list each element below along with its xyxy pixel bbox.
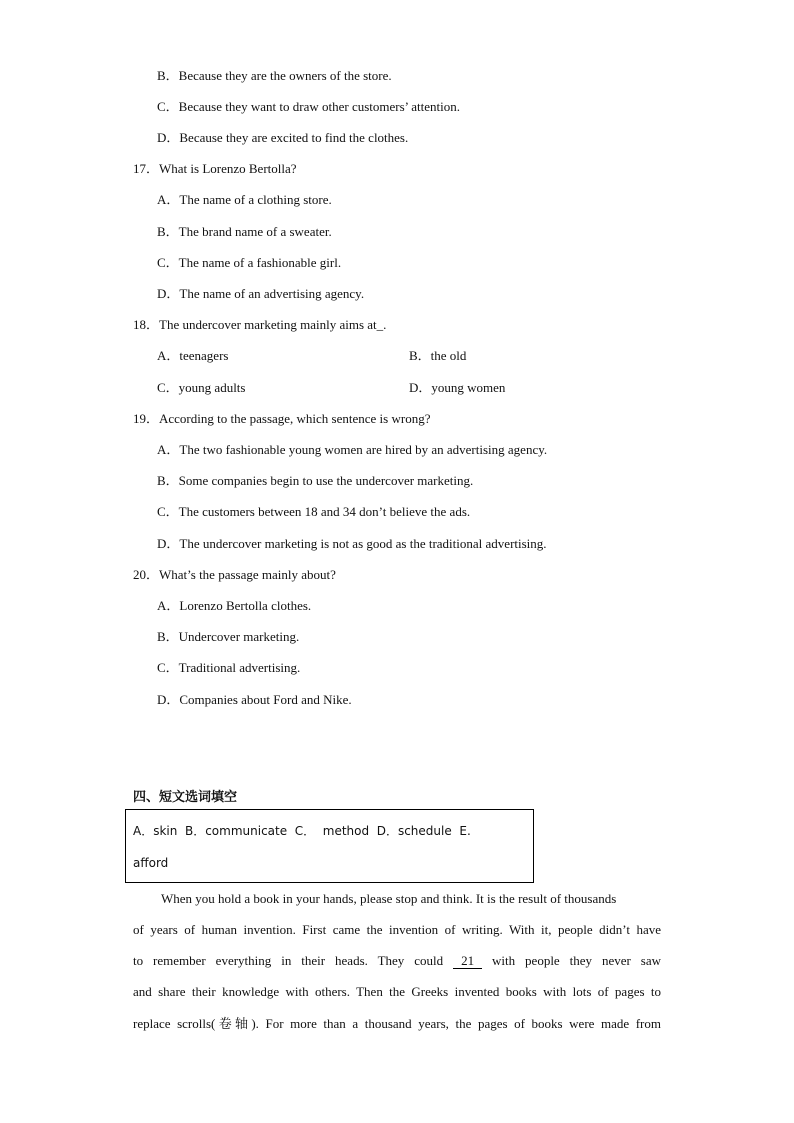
q18-option-c: C．young adults [157, 380, 246, 395]
q20-option-d: D．Companies about Ford and Nike. [157, 692, 352, 707]
q16-option-b: B．Because they are the owners of the store. [157, 68, 392, 83]
q19-question: 19．According to the passage, which sentence is wrong? [133, 411, 431, 426]
q17-option-d: D．The name of an advertising agency. [157, 286, 365, 301]
q20-option-b: B．Undercover marketing. [157, 629, 300, 644]
passage-line-5: replace scrolls(卷轴). For more than a thousand years, the pages of books were made from [133, 1016, 661, 1031]
q19-option-d: D．The undercover marketing is not as good as the traditional advertising. [157, 536, 547, 551]
q20-question: 20．What’s the passage mainly about? [133, 567, 336, 582]
q20-option-a: A．Lorenzo Bertolla clothes. [157, 598, 312, 613]
q17-option-b: B．The brand name of a sweater. [157, 224, 332, 239]
q18-option-d: D．young women [409, 380, 506, 395]
passage-line-3-end: with people they never saw [482, 953, 661, 968]
q19-option-a: A．The two fashionable young women are hired by an advertising agency. [157, 442, 548, 457]
passage-line-2: of years of human invention. First came the invention of writing. With it, people didn’t have [133, 922, 661, 937]
word-bank-line-2: afford [133, 856, 169, 870]
q16-option-c: C．Because they want to draw other customers’ attention. [157, 99, 461, 114]
word-bank-line-1: A．skin B．communicate C． method D．schedule E. [133, 824, 471, 838]
q18-option-b: B．the old [409, 348, 467, 363]
q17-option-a: A．The name of a clothing store. [157, 192, 332, 207]
q17-question: 17．What is Lorenzo Bertolla? [133, 161, 297, 176]
q18-question: 18．The undercover marketing mainly aims at_. [133, 317, 387, 332]
q18-option-a: A．teenagers [157, 348, 229, 363]
blank-21[interactable]: 21 [453, 954, 482, 969]
q17-option-c: C．The name of a fashionable girl. [157, 255, 342, 270]
word-bank-box [125, 809, 534, 883]
section-heading: 四、短文选词填空 [133, 790, 238, 805]
q19-option-b: B．Some companies begin to use the undercover marketing. [157, 473, 474, 488]
passage-line-3-start: to remember everything in their heads. They could [133, 953, 454, 968]
passage-line-3 [133, 953, 661, 969]
passage-line-4: and share their knowledge with others. Then the Greeks invented books with lots of pages to [133, 984, 661, 999]
q20-option-c: C．Traditional advertising. [157, 660, 301, 675]
q16-option-d: D．Because they are excited to find the clothes. [157, 130, 409, 145]
passage-line-1: When you hold a book in your hands, please stop and think. It is the result of thousands [161, 891, 617, 906]
q19-option-c: C．The customers between 18 and 34 don’t believe the ads. [157, 504, 471, 519]
